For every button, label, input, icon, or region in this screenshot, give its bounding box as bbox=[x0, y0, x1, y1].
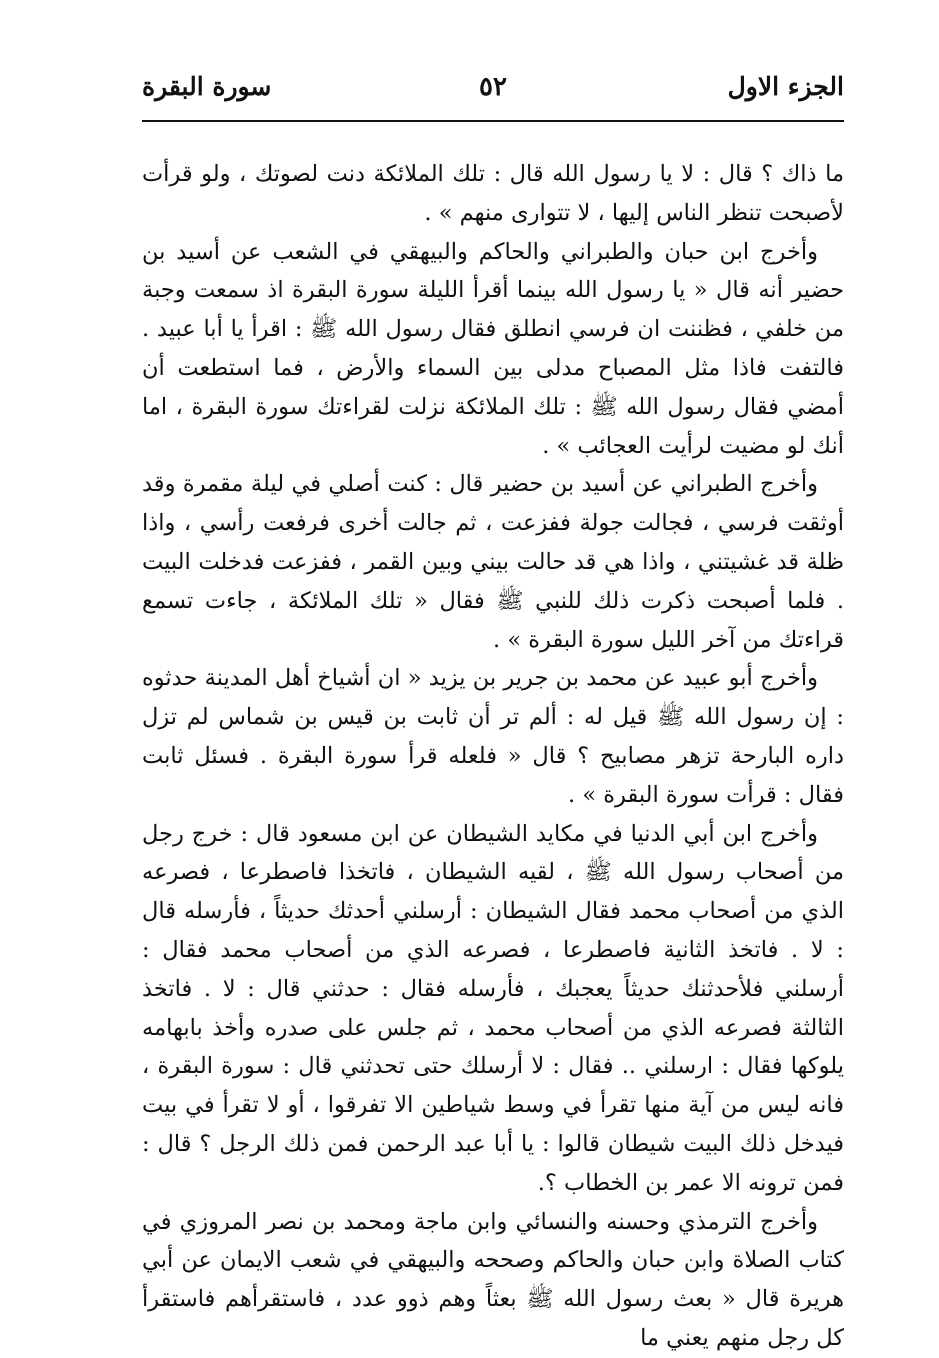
page-body bbox=[142, 155, 844, 1358]
paragraph-6: وأخرج الترمذي وحسنه والنسائي وابن ماجة ومحمد بن نصر المروزي في كتاب الصلاة وابن حبان والحاكم وصححه والبيهقي في شعب الايمان عن أبي هريرة قال « بعث رسول الله ﷺ بعثاً وهم ذوو عدد ، فاستقرأهم فاستقرأ كل رجل منهم يعني ما bbox=[142, 1208, 844, 1351]
paragraph-4: وأخرج أبو عبيد عن محمد بن جرير بن يزيد « ان أشياخ أهل المدينة حدثوه : إن رسول الله ﷺ قيل له : ألم تر أن ثابت بن قيس بن شماس لم تزل داره البارحة تزهر مصابيح ؟ قال « فلعله قرأ سورة البقرة . فسئل ثابت فقال : قرأت سورة البقرة » . bbox=[142, 665, 844, 808]
page-number: ٥٢ bbox=[479, 72, 507, 102]
paragraph-1: ما ذاك ؟ قال : لا يا رسول الله قال : تلك الملائكة دنت لصوتك ، ولو قرأت لأصبحت تنظر الناس إليها ، لا تتوارى منهم » . bbox=[142, 161, 844, 226]
part-title: الجزء الاول bbox=[727, 72, 844, 101]
page-header bbox=[142, 70, 844, 116]
paragraph-3: وأخرج الطبراني عن أسيد بن حضير قال : كنت أصلي في ليلة مقمرة وقد أوثقت فرسي ، فجالت جولة ففزعت ، ثم جالت أخرى فرفعت رأسي ، واذا ظلة قد غشيتني ، واذا هي قد حالت بيني وبين القمر ، ففزعت فدخلت البيت . فلما أصبحت ذكرت ذلك للنبي ﷺ فقال « تلك الملائكة ، جاءت تسمع قراءتك من آخر الليل سورة البقرة » . bbox=[142, 471, 844, 653]
paragraph-2: وأخرج ابن حبان والطبراني والحاكم والبيهقي في الشعب عن أسيد بن حضير أنه قال « يا رسول الله بينما أقرأ الليلة سورة البقرة اذ سمعت وجبة من خلفي ، فظننت ان فرسي انطلق فقال رسول الله ﷺ : اقرأ يا أبا عبيد . فالتفت فاذا مثل المصباح مدلى بين السماء والأرض ، فما استطعت أن أمضي فقال رسول الله ﷺ : تلك الملائكة نزلت لقراءتك سورة البقرة ، اما أنك لو مضيت لرأيت العجائب » . bbox=[142, 238, 844, 459]
surah-title: سورة البقرة bbox=[142, 72, 272, 101]
paragraph-5: وأخرج ابن أبي الدنيا في مكايد الشيطان عن ابن مسعود قال : خرج رجل من أصحاب رسول الله ﷺ ، لقيه الشيطان ، فاتخذا فاصطرعا ، فصرعه الذي من أصحاب محمد فقال الشيطان : أرسلني أحدثك حديثاً ، فأرسله قال : لا . فاتخذ الثانية فاصطرعا ، فصرعه الذي من أصحاب محمد فقال : أرسلني فلأحدثنك حديثاً يعجبك ، فأرسله فقال : حدثني قال : لا . فاتخذ الثالثة فصرعه الذي من أصحاب محمد ، ثم جلس على صدره وأخذ بابهامه يلوكها فقال : ارسلني .. فقال : لا أرسلك حتى تحدثني قال : سورة البقرة ، فانه ليس من آية منها تقرأ في وسط شياطين الا تفرقوا ، أو لا تقرأ في بيت فيدخل ذلك البيت شيطان قالوا : يا أبا عبد الرحمن فمن ذلك الرجل ؟ قال : فمن ترونه الا عمر بن الخطاب ؟. bbox=[142, 820, 844, 1196]
header-rule bbox=[142, 120, 844, 122]
